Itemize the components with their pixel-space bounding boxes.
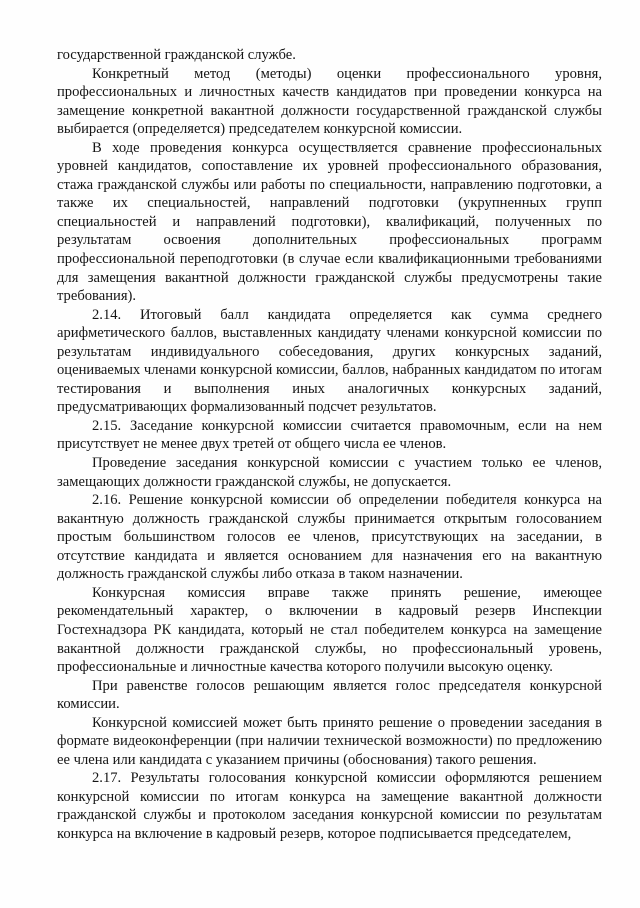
paragraph-quorum-members: Проведение заседания конкурсной комиссии с участием только ее членов, замещающих должности гражданской службы, не допускается. <box>57 455 602 490</box>
paragraph-continuation: государственной гражданской службе. <box>57 47 296 63</box>
paragraph-comparison: В ходе проведения конкурса осуществляется сравнение профессиональных уровней кандидатов, сопоставление их уровней профессионального образования, стажа гражданской службы или работы по специальности, направлению подготовки, а также их специальностей, направлений подготовки (укрупненных групп специальностей и направлений подготовки), квалификаций, полученных по результатам освоения дополнительных профессиональных программ профессиональной переподготовки (в случае если квалификационными требованиями для замещения вакантной должности гражданской службы предусмотрены такие требования). <box>57 139 602 305</box>
paragraph-2-14: 2.14. Итоговый балл кандидата определяется как сумма среднего арифметического баллов, выставленных кандидату членами конкурсной комиссии по результатам индивидуального собеседования, других конкурсных заданий, оцениваемых членами конкурсной комиссии, баллов, набранных кандидатом по итогам тестирования и выполнения иных аналогичных конкурсных заданий, предусматривающих формализованный подсчет результатов. <box>57 306 602 416</box>
paragraph-2-15: 2.15. Заседание конкурсной комиссии считается правомочным, если на нем присутствует не менее двух третей от общего числа ее членов. <box>57 417 602 453</box>
paragraph-2-16: 2.16. Решение конкурсной комиссии об определении победителя конкурса на вакантную должность гражданской службы принимается открытым голосованием простым большинством голосов ее членов, присутствующих на заседании, в отсутствие кандидата и является основанием для назначения его на вакантную должность гражданской службы либо отказа в таком назначении. <box>57 492 602 583</box>
paragraph-reserve-recommendation: Конкурсная комиссия вправе также принять решение, имеющее рекомендательный характер, о включении в кадровый резерв Инспекции Гостехнадзора РК кандидата, который не стал победителем конкурса на замещение вакантной должности гражданской службы, но профессиональный уровень, профессиональные и личностные качества которого получили высокую оценку. <box>57 584 602 676</box>
paragraph-2-17: 2.17. Результаты голосования конкурсной комиссии оформляются решением конкурсной комиссии по итогам конкурса на замещение вакантной должности гражданской службы и протоколом заседания конкурсной комиссии по результатам конкурса на включение в кадровый резерв, которое подписывается председателем, <box>57 770 602 842</box>
paragraph-videoconference: Конкурсной комиссией может быть принято решение о проведении заседания в формате видеоконференции (при наличии технической возможности) по предложению ее члена или кандидата с указанием причины (обоснования) такого решения. <box>57 714 602 768</box>
document-body <box>57 46 602 844</box>
paragraph-tie-vote: При равенстве голосов решающим является голос председателя конкурсной комиссии. <box>57 677 602 713</box>
paragraph-evaluation-method: Конкретный метод (методы) оценки профессионального уровня, профессиональных и личностных качеств кандидатов при проведении конкурса на замещение конкретной вакантной должности государственной гражданской службы выбирается (определяется) председателем конкурсной комиссии. <box>57 65 602 138</box>
